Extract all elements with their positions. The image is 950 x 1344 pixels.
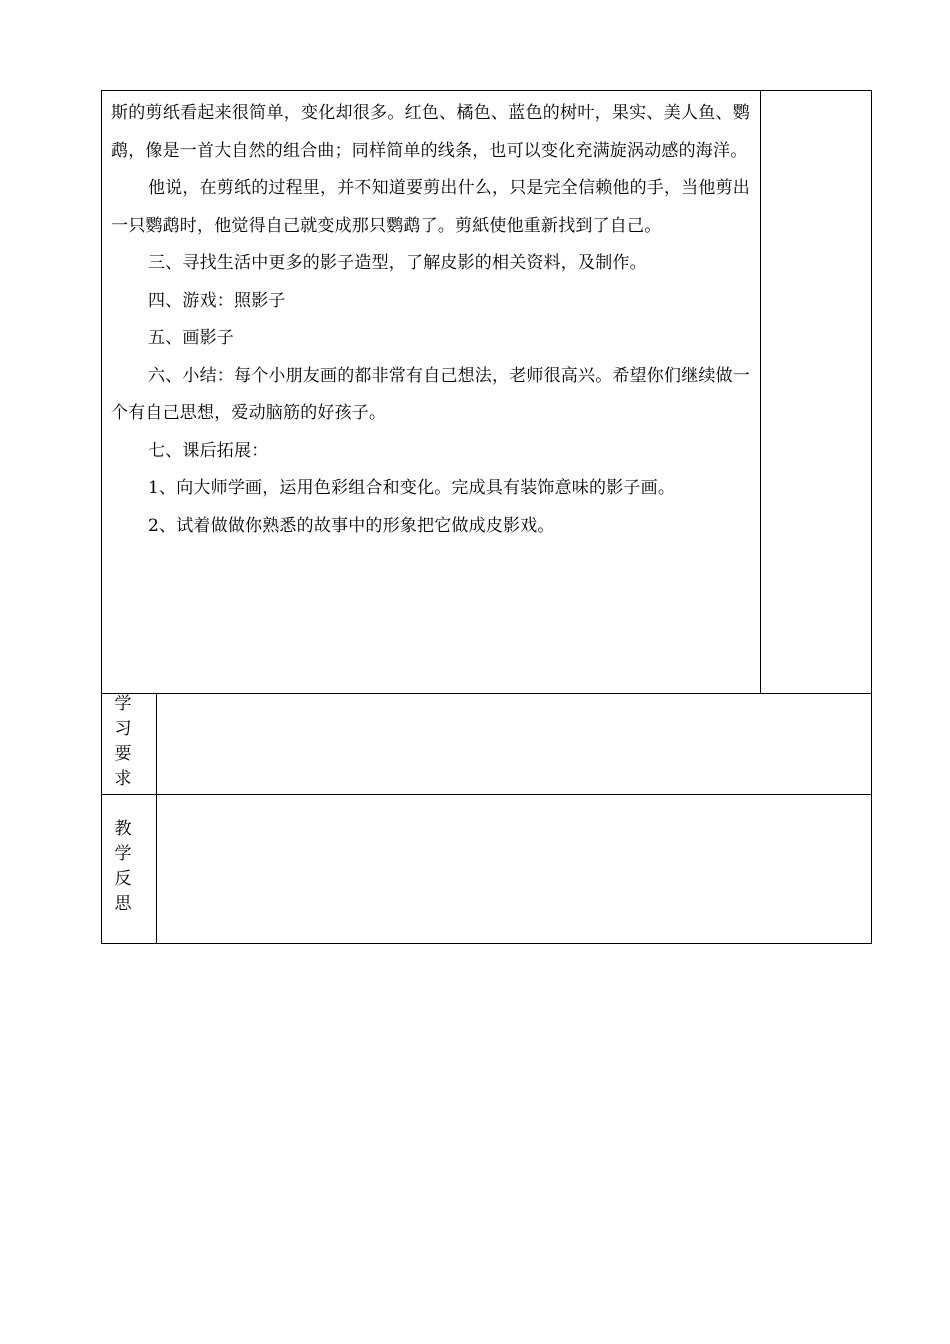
paragraph: 六、小结：每个小朋友画的都非常有自己想法，老师很高兴。希望你们继续做一个有自己思想，爱动脑筋的好孩子。 (111, 365, 750, 423)
lesson-content-row (102, 91, 871, 694)
paragraph: 1、向大师学画，运用色彩组合和变化。完成具有装饰意味的影子画。 (148, 478, 676, 498)
lesson-content-cell (102, 91, 761, 693)
learning-requirements-content (157, 694, 871, 794)
teaching-reflection-label: 教 学 反 思 (114, 819, 132, 914)
learning-requirements-label-cell (102, 694, 157, 794)
lesson-plan-table (101, 90, 872, 944)
paragraph: 斯的剪纸看起来很简单，变化却很多。红色、橘色、蓝色的树叶，果实、美人鱼、鹦鹉，像是一首大自然的组合曲；同样简单的线条，也可以变化充满旋涡动感的海洋。 (111, 103, 750, 161)
paragraph: 五、画影子 (148, 328, 234, 348)
paragraph: 七、课后拓展： (148, 440, 269, 461)
paragraph: 2、试着做做你熟悉的故事中的形象把它做成皮影戏。 (148, 515, 555, 536)
paragraph: 四、游戏：照影子 (148, 290, 286, 311)
learning-requirements-row (102, 694, 871, 795)
teaching-reflection-label-cell (102, 795, 157, 943)
paragraph: 三、寻找生活中更多的影子造型，了解皮影的相关资料，及制作。 (148, 253, 647, 273)
teaching-reflection-content (157, 795, 871, 943)
notes-side-cell (761, 91, 871, 693)
teaching-reflection-row (102, 795, 871, 943)
learning-requirements-label: 学 习 要 求 (114, 694, 132, 789)
paragraph: 他说，在剪纸的过程里，并不知道要剪出什么，只是完全信赖他的手，当他剪出一只鹦鹉时，他觉得自己就变成那只鹦鹉了。剪紙使他重新找到了自己。 (111, 178, 750, 236)
